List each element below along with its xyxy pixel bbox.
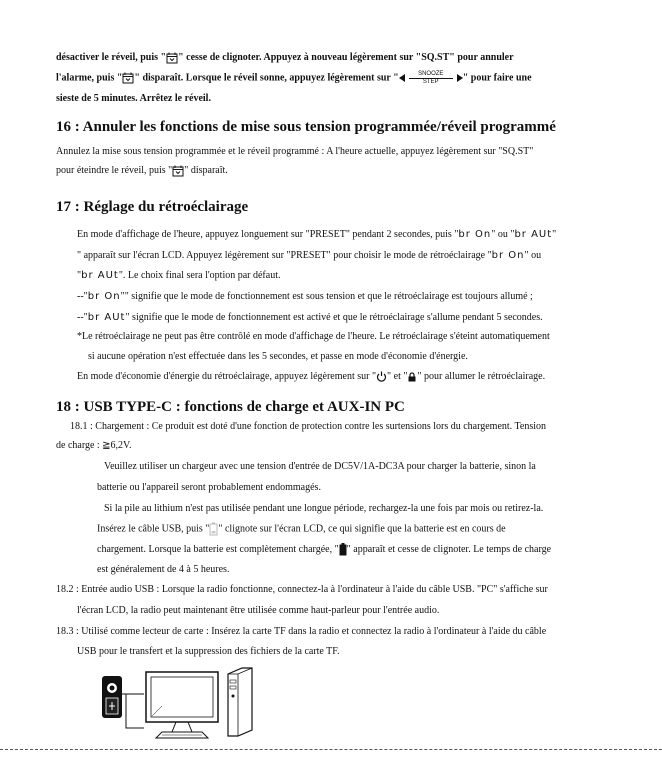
alarm-icon: [122, 72, 134, 84]
section-18-line-11: 18.3 : Utilisé comme lecteur de carte : Insérez la carte TF dans la radio et connectez la radio à l'ordinateur à l'aide du câble: [56, 626, 547, 637]
section-17-line-1: En mode d'affichage de l'heure, appuyez longuement sur "PRESET" pendant 2 secondes, puis "br On" ou "br AUt": [77, 229, 557, 240]
section-16-heading: 16 : Annuler les fonctions de mise sous tension programmée/réveil programmé: [56, 119, 556, 135]
intro-line-1: désactiver le réveil, puis " " cesse de clignoter. Appuyez à nouveau légèrement sur "SQ.ST" pour annuler: [56, 52, 514, 63]
section-18-line-12: USB pour le transfert et la suppression des fichiers de la carte TF.: [77, 646, 340, 657]
lcd-br-on: br On: [491, 250, 525, 261]
lcd-br-aut: br AUt: [87, 312, 126, 323]
lcd-br-on: br On: [87, 291, 121, 302]
section-18-heading: 18 : USB TYPE-C : fonctions de charge et AUX-IN PC: [56, 399, 405, 415]
section-18-line-3: Veuillez utiliser un chargeur avec une tension d'entrée de DC5V/1A-DC3A pour charger la batterie, sinon la: [104, 461, 536, 472]
section-17-line-8: En mode d'économie d'énergie du rétroéclairage, appuyez légèrement sur " " et " " pour allumer le rétroéclairage.: [77, 371, 546, 382]
lcd-br-on: br On: [458, 229, 492, 240]
lock-icon: [407, 372, 417, 382]
power-icon: [376, 371, 387, 382]
section-17-line-5: --"br AUt" signifie que le mode de fonctionnement est activé et que le rétroéclairage s'allume pendant 5 secondes.: [77, 312, 543, 323]
snooze-step-button-symbol: [399, 71, 463, 85]
section-18-line-6: Insérez le câble USB, puis " " clignote sur l'écran LCD, ce qui signifie que la batterie est en cours de: [97, 523, 506, 535]
section-18-line-4: batterie ou l'appareil seront probablement endommagés.: [97, 482, 321, 493]
section-17-heading: 17 : Réglage du rétroéclairage: [56, 199, 249, 215]
section-18-line-2: de charge : ≧6,2V.: [56, 440, 132, 451]
page-bottom-rule: [0, 749, 662, 750]
section-18-line-8: est généralement de 4 à 5 heures.: [97, 564, 230, 575]
computer-icon: [146, 668, 252, 738]
section-18-line-9: 18.2 : Entrée audio USB : Lorsque la radio fonctionne, connectez-la à l'ordinateur à l'aide du câble USB. "PC" s'affiche sur: [56, 584, 548, 595]
alarm-icon: [166, 52, 178, 64]
battery-full-icon: [339, 543, 347, 556]
alarm-icon: [172, 165, 184, 177]
lcd-br-aut: br AUt: [81, 270, 119, 281]
section-17-line-6: *Le rétroéclairage ne peut pas être contrôlé en mode d'affichage de l'heure. Le rétroéclairage s'éteint automatiquement: [77, 331, 550, 342]
section-18-line-1: 18.1 : Chargement : Ce produit est doté d'une fonction de protection contre les surtensions lors du chargement. Tension: [70, 421, 547, 432]
usb-cable: [122, 694, 144, 728]
section-17-line-3: "br AUt". Le choix final sera l'option par défaut.: [77, 270, 281, 281]
section-17-line-4: --"br On"" signifie que le mode de fonctionnement est sous tension et que le rétroéclairage est toujours allumé ;: [77, 291, 533, 302]
intro-line-2: l'alarme, puis " " disparaît. Lorsque le réveil sonne, appuyez légèrement sur " SNOOZE STEP " pour faire une: [56, 71, 532, 85]
section-16-line-2: pour éteindre le réveil, puis " " disparaît.: [56, 165, 228, 176]
intro-line-3: sieste de 5 minutes. Arrêtez le réveil.: [56, 93, 211, 104]
section-17-line-2: " apparaît sur l'écran LCD. Appuyez légèrement sur "PRESET" pour choisir le mode de rétroéclairage "br On" ou: [77, 250, 542, 261]
snooze-label: SNOOZE: [418, 71, 444, 77]
section-18-line-10: l'écran LCD, la radio peut maintenant être utilisée comme haut-parleur pour l'entrée audio.: [77, 605, 440, 616]
section-16-line-1: Annulez la mise sous tension programmée et le réveil programmé : A l'heure actuelle, appuyez légèrement sur "SQ.ST": [56, 146, 534, 157]
section-18-line-5: Si la pile au lithium n'est pas utilisée pendant une longue période, rechargez-la une fois par mois ou retirez-la.: [104, 503, 544, 514]
arrow-right-icon: [457, 74, 463, 82]
step-label: STEP: [409, 78, 453, 85]
section-18-line-7: chargement. Lorsque la batterie est complètement chargée, " " apparaît et cesse de clignoter. Le temps de charge: [97, 544, 552, 555]
section-17-line-7: si aucune opération n'est effectuée dans les 5 secondes, et passe en mode d'économie d'énergie.: [88, 351, 468, 362]
radio-device-icon: [102, 676, 122, 718]
usb-connection-illustration: [100, 662, 280, 742]
lcd-br-aut: br AUt: [514, 229, 553, 240]
arrow-left-icon: [399, 74, 405, 82]
